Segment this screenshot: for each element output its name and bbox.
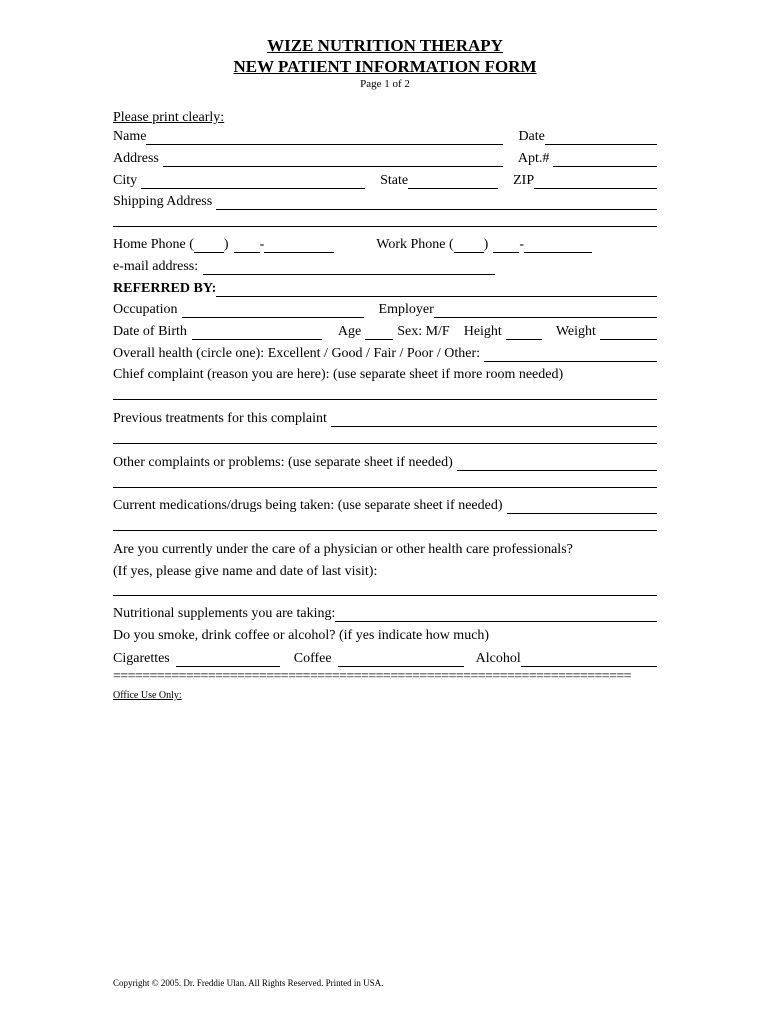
- supplements-label: Nutritional supplements you are taking:: [113, 606, 336, 621]
- home-phone-paren: ): [223, 237, 229, 252]
- previous-treatments-label: Previous treatments for this complaint: [113, 411, 327, 426]
- home-phone-number-field[interactable]: [264, 237, 334, 253]
- cigarettes-field[interactable]: [176, 651, 280, 667]
- shipping-address-line-2[interactable]: [113, 226, 657, 227]
- email-row: [113, 255, 657, 275]
- physician-care-field[interactable]: [113, 595, 657, 596]
- home-phone-area-field[interactable]: [194, 237, 224, 253]
- habits-row: [113, 647, 657, 667]
- employer-field[interactable]: [434, 302, 657, 318]
- sex-label: Sex: M/F: [397, 324, 450, 339]
- work-phone-dash: -: [519, 237, 524, 252]
- age-field[interactable]: [365, 324, 393, 340]
- phone-row: [113, 233, 657, 253]
- copyright-footer: Copyright © 2005. Dr. Freddie Ulan. All Rights Reserved. Printed in USA.: [113, 978, 384, 988]
- previous-treatments-line-2[interactable]: [113, 443, 657, 444]
- shipping-address-label: Shipping Address: [113, 194, 213, 209]
- weight-label: Weight: [555, 324, 596, 339]
- occupation-field[interactable]: [182, 302, 364, 318]
- other-complaints-row: [113, 451, 657, 471]
- chief-complaint-label: Chief complaint (reason you are here): (use separate sheet if more room needed): [113, 367, 564, 382]
- referred-by-field[interactable]: [216, 281, 657, 297]
- employer-label: Employer: [378, 302, 434, 317]
- work-phone-prefix-field[interactable]: [493, 237, 519, 253]
- zip-label: ZIP: [513, 173, 535, 188]
- work-phone-number-field[interactable]: [524, 237, 592, 253]
- physician-care-sublabel: (If yes, please give name and date of last visit):: [113, 564, 378, 579]
- age-label: Age: [337, 324, 362, 339]
- page-number: Page 1 of 2: [360, 78, 410, 90]
- height-field[interactable]: [506, 324, 542, 340]
- referred-by-label: REFERRED BY:: [113, 281, 217, 296]
- previous-treatments-field[interactable]: [331, 411, 657, 427]
- address-field[interactable]: [163, 151, 503, 167]
- cigarettes-label: Cigarettes: [113, 651, 170, 666]
- other-complaints-label: Other complaints or problems: (use separate sheet if needed): [113, 455, 453, 470]
- alcohol-field[interactable]: [521, 651, 657, 667]
- current-medications-row: [113, 494, 657, 514]
- state-label: State: [380, 173, 409, 188]
- name-date-row: [113, 125, 657, 145]
- smoke-row: [113, 624, 657, 644]
- current-medications-line-2[interactable]: [113, 530, 657, 531]
- email-label: e-mail address:: [113, 259, 199, 274]
- smoke-label: Do you smoke, drink coffee or alcohol? (if yes indicate how much): [113, 628, 490, 643]
- supplements-row: [113, 602, 657, 622]
- form-subtitle: NEW PATIENT INFORMATION FORM: [233, 57, 537, 76]
- current-medications-field[interactable]: [507, 498, 657, 514]
- date-field[interactable]: [545, 129, 657, 145]
- work-phone-paren: ): [483, 237, 489, 252]
- dob-row: [113, 320, 657, 340]
- coffee-field[interactable]: [338, 651, 464, 667]
- shipping-address-row: [113, 190, 657, 210]
- shipping-address-field[interactable]: [216, 194, 657, 210]
- other-complaints-line-2[interactable]: [113, 487, 657, 488]
- instruction-text: Please print clearly:: [113, 110, 225, 125]
- alcohol-label: Alcohol: [475, 651, 521, 666]
- city-field[interactable]: [141, 173, 365, 189]
- city-state-zip-row: [113, 169, 657, 189]
- city-label: City: [113, 173, 138, 188]
- form-title: WIZE NUTRITION THERAPY: [267, 36, 503, 55]
- date-label: Date: [518, 129, 545, 144]
- apt-label: Apt.#: [517, 151, 550, 166]
- coffee-label: Coffee: [293, 651, 332, 666]
- occupation-label: Occupation: [113, 302, 178, 317]
- state-field[interactable]: [408, 173, 498, 189]
- overall-health-row: [113, 342, 657, 362]
- name-field[interactable]: [146, 129, 503, 145]
- weight-field[interactable]: [600, 324, 657, 340]
- instruction-row: [113, 106, 657, 126]
- referred-by-row: [113, 277, 657, 297]
- height-label: Height: [463, 324, 502, 339]
- dob-label: Date of Birth: [113, 324, 187, 339]
- chief-complaint-row: [113, 363, 657, 383]
- current-medications-label: Current medications/drugs being taken: (use separate sheet if needed): [113, 498, 503, 513]
- office-use-label: Office Use Only:: [113, 690, 182, 701]
- address-label: Address: [113, 151, 159, 166]
- previous-treatments-row: [113, 407, 657, 427]
- overall-health-other-field[interactable]: [484, 346, 657, 362]
- home-phone-dash: -: [259, 237, 265, 252]
- dob-field[interactable]: [192, 324, 322, 340]
- email-field[interactable]: [203, 259, 495, 275]
- chief-complaint-field[interactable]: [113, 399, 657, 400]
- home-phone-prefix-field[interactable]: [234, 237, 260, 253]
- overall-health-label: Overall health (circle one): Excellent / Good / Fair / Poor / Other:: [113, 346, 480, 361]
- apt-field[interactable]: [553, 151, 657, 167]
- separator-line: =======================================================================: [113, 669, 631, 684]
- work-phone-area-field[interactable]: [454, 237, 484, 253]
- supplements-field[interactable]: [335, 606, 657, 622]
- occupation-row: [113, 298, 657, 318]
- physician-care-row: [113, 538, 657, 558]
- address-row: [113, 147, 657, 167]
- physician-care-label: Are you currently under the care of a physician or other health care professionals?: [113, 542, 573, 557]
- home-phone-label: Home Phone (: [113, 237, 194, 252]
- zip-field[interactable]: [534, 173, 657, 189]
- name-label: Name: [113, 129, 147, 144]
- other-complaints-field[interactable]: [457, 455, 657, 471]
- physician-care-row-2: [113, 560, 657, 580]
- work-phone-label: Work Phone (: [376, 237, 454, 252]
